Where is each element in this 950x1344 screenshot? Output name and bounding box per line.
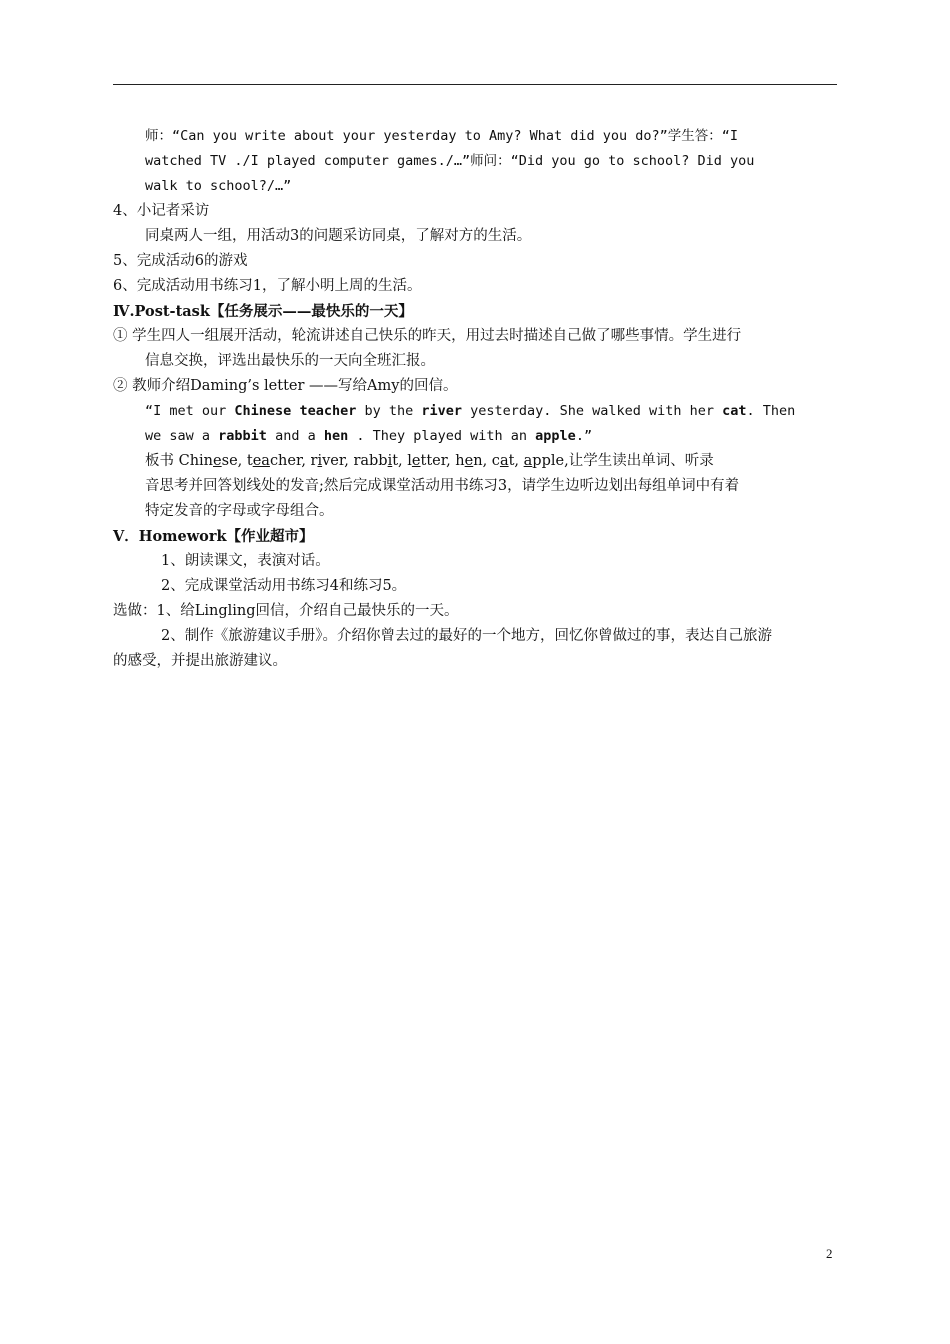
header-rule — [113, 84, 837, 85]
board-words-line — [113, 449, 839, 474]
board-words-cont-2: 特定发音的字母或字母组合。 — [145, 503, 334, 519]
homework-label: V．Homework — [113, 528, 227, 545]
board-text: 板书 Chin — [145, 453, 214, 469]
optional-item-2-cont: 的感受，并提出旅游建议。 — [113, 653, 287, 669]
underlined-letter: a — [499, 453, 509, 469]
letter-line-1 — [113, 399, 839, 424]
post-task-label: Ⅳ.Post-task — [113, 303, 210, 320]
letter-text: and a — [266, 428, 324, 444]
keyword-hen: hen — [323, 428, 349, 444]
post-task-title: 【任务展示——最快乐的一天】 — [209, 303, 413, 320]
letter-text: “I met our — [145, 403, 235, 419]
homework-title: 【作业超市】 — [226, 528, 314, 545]
homework-item-2: 2、完成课堂活动用书练习4和练习5。 — [161, 578, 407, 594]
board-text: cher, r — [269, 453, 318, 469]
keyword-rabbit: rabbit — [218, 428, 267, 444]
letter-text: yesterday. She walked with her — [462, 403, 723, 419]
keyword-river: river — [421, 403, 463, 419]
underlined-letter: e — [213, 453, 222, 469]
post-task-item-1-cont: 信息交换，评选出最快乐的一天向全班汇报。 — [145, 353, 435, 369]
homework-heading — [113, 524, 839, 549]
letter-text: we saw a — [145, 428, 219, 444]
underlined-letter: i — [387, 453, 393, 469]
underlined-letter: a — [523, 453, 533, 469]
document-body — [113, 124, 839, 674]
board-text: se, t — [221, 453, 253, 469]
optional-item-2: 2、制作《旅游建议手册》。介绍你曾去过的最好的一个地方，回忆你曾做过的事，表达自己旅游 — [161, 628, 772, 644]
letter-text: . Then — [746, 403, 796, 419]
board-text: t, — [508, 453, 524, 469]
board-text: ver, rabb — [322, 453, 388, 469]
keyword-chinese: Chinese — [234, 403, 292, 419]
letter-text: .” — [575, 428, 593, 444]
post-task-heading — [113, 299, 839, 324]
page-number: 2 — [826, 1246, 833, 1261]
board-words-cont-1: 音思考并回答划线处的发音;然后完成课堂活动用书练习3，请学生边听边划出每组单词中有着 — [145, 478, 740, 494]
keyword-apple: apple — [535, 428, 576, 444]
dialogue-line-2: watched TV ./I played computer games./…”师问：“Did you go to school? Did you — [145, 153, 755, 169]
keyword-teacher: teacher — [299, 403, 357, 419]
keyword-cat: cat — [722, 403, 747, 419]
board-text: pple,让学生读出单词、听录 — [532, 453, 714, 469]
step-4-text: 同桌两人一组，用活动3的问题采访同桌，了解对方的生活。 — [145, 228, 532, 244]
underlined-letter: ea — [252, 453, 270, 469]
underlined-letter: e — [464, 453, 474, 469]
post-task-item-1: ① 学生四人一组展开活动，轮流讲述自己快乐的昨天，用过去时描述自己做了哪些事情。学生进行 — [113, 328, 742, 344]
letter-line-2 — [113, 424, 839, 449]
board-text: t, l — [392, 453, 412, 469]
underlined-letter: i — [317, 453, 323, 469]
underlined-letter: e — [411, 453, 421, 469]
dialogue-line-3: walk to school?/…” — [145, 178, 292, 194]
optional-item-1: 选做：1、给Lingling回信，介绍自己最快乐的一天。 — [113, 603, 459, 619]
dialogue-line-1: 师：“Can you write about your yesterday to Amy? What did you do?”学生答：“I — [145, 128, 739, 144]
homework-item-1: 1、朗读课文，表演对话。 — [161, 553, 330, 569]
board-text: n, c — [473, 453, 500, 469]
board-text: tter, h — [420, 453, 465, 469]
step-4-heading: 4、小记者采访 — [113, 203, 210, 219]
step-6-heading: 6、完成活动用书练习1，了解小明上周的生活。 — [113, 278, 422, 294]
post-task-item-2: ② 教师介绍Daming’s letter ——写给Amy的回信。 — [113, 378, 458, 394]
letter-text: by the — [356, 403, 422, 419]
step-5-heading: 5、完成活动6的游戏 — [113, 253, 248, 269]
letter-text: . They played with an — [348, 428, 536, 444]
